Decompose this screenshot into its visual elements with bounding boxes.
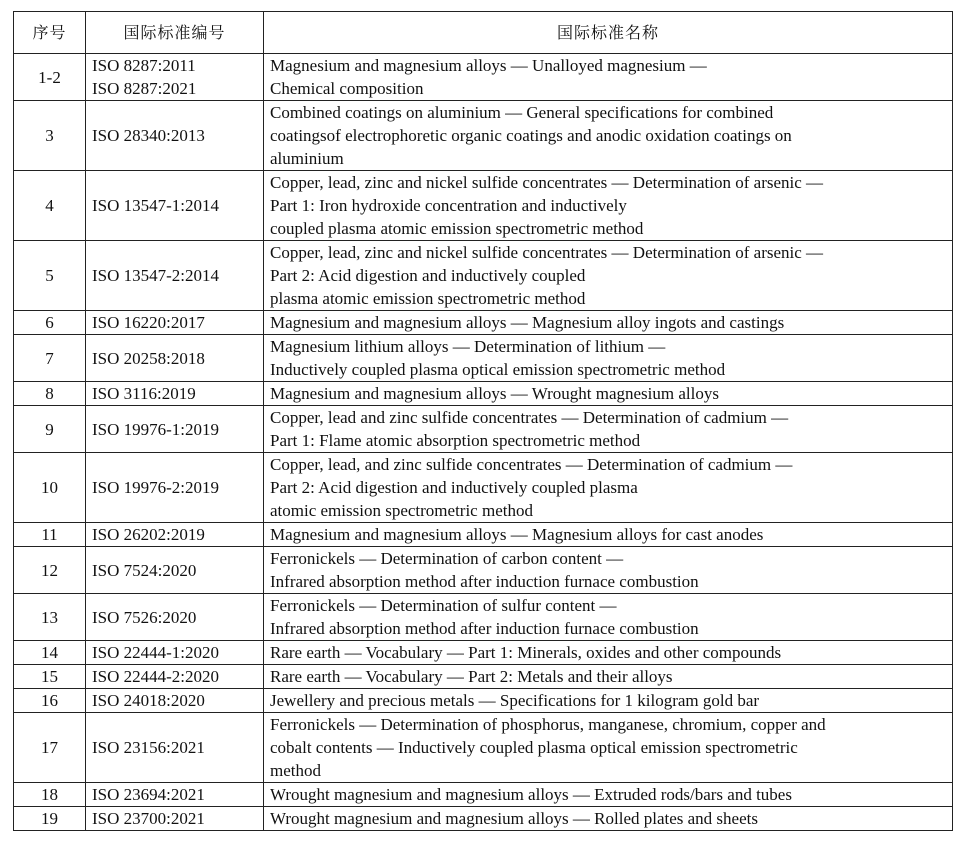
- row-seq: 18: [14, 783, 86, 807]
- row-standard-number: [86, 783, 264, 807]
- standard-number: ISO 28340:2013: [92, 126, 205, 145]
- table-row: [14, 54, 953, 101]
- row-seq: 13: [14, 594, 86, 641]
- standard-name-line: cobalt contents — Inductively coupled plasma optical emission spectrometric: [270, 738, 798, 757]
- row-standard-number: [86, 311, 264, 335]
- standard-name-line: Ferronickels — Determination of sulfur content —: [270, 596, 617, 615]
- row-standard-name: [264, 594, 953, 641]
- table-body: [14, 54, 953, 831]
- table-row: [14, 641, 953, 665]
- row-standard-name: [264, 689, 953, 713]
- row-seq: 11: [14, 523, 86, 547]
- standard-name-line: Magnesium and magnesium alloys — Magnesium alloy ingots and castings: [270, 313, 785, 332]
- row-standard-name: [264, 171, 953, 241]
- standard-name-line: Magnesium and magnesium alloys — Unalloyed magnesium —: [270, 56, 707, 75]
- row-standard-number: [86, 406, 264, 453]
- row-standard-name: [264, 335, 953, 382]
- table-row: [14, 689, 953, 713]
- standard-name-line: Combined coatings on aluminium — General specifications for combined: [270, 103, 774, 122]
- standard-number: ISO 19976-1:2019: [92, 419, 220, 439]
- standard-name-line: Infrared absorption method after induction furnace combustion: [270, 572, 699, 591]
- standard-number: ISO 22444-2:2020: [92, 667, 220, 686]
- standard-name-line: Part 1: Iron hydroxide concentration and inductively: [270, 196, 627, 215]
- table-row: [14, 453, 953, 523]
- standard-name-line: Ferronickels — Determination of phosphorus, manganese, chromium, copper and: [270, 715, 826, 734]
- table-row: [14, 171, 953, 241]
- standard-number: ISO 13547-1:2014: [92, 196, 220, 215]
- standard-name-line: Part 2: Acid digestion and inductively coupled: [270, 266, 586, 285]
- standard-number: ISO 7524:2020: [92, 560, 197, 580]
- row-seq: 12: [14, 547, 86, 594]
- standard-name-line: Part 1: Flame atomic absorption spectrometric method: [270, 431, 641, 450]
- table-row: [14, 101, 953, 171]
- row-standard-number: [86, 689, 264, 713]
- standard-name-line: plasma atomic emission spectrometric method: [270, 289, 586, 308]
- table-row: [14, 523, 953, 547]
- row-standard-number: [86, 382, 264, 406]
- standard-name-line: Magnesium and magnesium alloys — Magnesium alloys for cast anodes: [270, 525, 764, 544]
- table-row: [14, 406, 953, 453]
- standard-name-line: atomic emission spectrometric method: [270, 501, 533, 520]
- standard-number: ISO 3116:2019: [92, 384, 196, 403]
- header-number: 国际标准编号: [86, 12, 264, 54]
- row-seq: 7: [14, 335, 86, 382]
- standard-name-line: Chemical composition: [270, 79, 424, 98]
- standard-number: ISO 16220:2017: [92, 313, 205, 332]
- table-row: [14, 594, 953, 641]
- standards-table: [13, 11, 953, 831]
- standard-name-line: Copper, lead, zinc and nickel sulfide concentrates — Determination of arsenic —: [270, 173, 824, 192]
- standard-name-line: Infrared absorption method after induction furnace combustion: [270, 619, 699, 638]
- row-standard-number: [86, 713, 264, 783]
- table-row: [14, 713, 953, 783]
- standard-number: ISO 8287:2021: [92, 79, 197, 98]
- standard-name-line: aluminium: [270, 149, 344, 168]
- table-row: [14, 311, 953, 335]
- standard-name-line: Wrought magnesium and magnesium alloys — Extruded rods/bars and tubes: [270, 785, 792, 804]
- standard-name-line: Part 2: Acid digestion and inductively coupled plasma: [270, 478, 638, 497]
- row-standard-name: [264, 783, 953, 807]
- row-standard-name: [264, 54, 953, 101]
- row-seq: 3: [14, 101, 86, 171]
- standard-name-line: coupled plasma atomic emission spectrometric method: [270, 219, 644, 238]
- standard-name-line: Wrought magnesium and magnesium alloys — Rolled plates and sheets: [270, 809, 758, 828]
- standard-name-line: method: [270, 761, 321, 780]
- table-row: [14, 807, 953, 831]
- standard-number: ISO 23694:2021: [92, 785, 205, 804]
- row-seq: 8: [14, 382, 86, 406]
- row-standard-number: [86, 523, 264, 547]
- standard-name-line: Magnesium lithium alloys — Determination of lithium —: [270, 337, 666, 356]
- row-seq: 5: [14, 241, 86, 311]
- row-standard-name: [264, 101, 953, 171]
- standard-number: ISO 24018:2020: [92, 691, 205, 710]
- header-row: [14, 12, 953, 54]
- row-standard-name: [264, 807, 953, 831]
- row-standard-number: [86, 171, 264, 241]
- header-name: 国际标准名称: [264, 12, 953, 54]
- row-seq: 10: [14, 453, 86, 523]
- row-standard-number: [86, 807, 264, 831]
- standard-number: ISO 13547-2:2014: [92, 266, 220, 285]
- row-standard-name: [264, 665, 953, 689]
- standard-number: ISO 7526:2020: [92, 607, 197, 627]
- standard-number: ISO 23156:2021: [92, 738, 205, 757]
- row-standard-name: [264, 641, 953, 665]
- standard-number: ISO 23700:2021: [92, 809, 205, 828]
- row-seq: 15: [14, 665, 86, 689]
- row-standard-name: [264, 547, 953, 594]
- table-row: [14, 547, 953, 594]
- table-row: [14, 382, 953, 406]
- row-standard-name: [264, 311, 953, 335]
- row-standard-name: [264, 713, 953, 783]
- standard-number: ISO 19976-2:2019: [92, 478, 220, 497]
- row-seq: 6: [14, 311, 86, 335]
- row-standard-number: [86, 101, 264, 171]
- row-seq: 1-2: [14, 54, 86, 101]
- standard-name-line: Rare earth — Vocabulary — Part 1: Minerals, oxides and other compounds: [270, 643, 782, 662]
- row-standard-number: [86, 665, 264, 689]
- table-row: [14, 335, 953, 382]
- standard-number: ISO 26202:2019: [92, 525, 205, 544]
- row-seq: 4: [14, 171, 86, 241]
- row-standard-number: [86, 335, 264, 382]
- standard-name-line: Copper, lead, and zinc sulfide concentrates — Determination of cadmium —: [270, 455, 793, 474]
- standard-name-line: Copper, lead and zinc sulfide concentrates — Determination of cadmium —: [270, 408, 789, 427]
- standard-name-line: Copper, lead, zinc and nickel sulfide concentrates — Determination of arsenic —: [270, 243, 824, 262]
- row-standard-name: [264, 523, 953, 547]
- row-standard-number: [86, 547, 264, 594]
- row-standard-number: [86, 594, 264, 641]
- table-row: [14, 665, 953, 689]
- row-standard-name: [264, 406, 953, 453]
- row-standard-name: [264, 453, 953, 523]
- row-standard-name: [264, 241, 953, 311]
- table-row: [14, 241, 953, 311]
- header-seq: 序号: [14, 12, 86, 54]
- row-seq: 17: [14, 713, 86, 783]
- row-seq: 9: [14, 406, 86, 453]
- row-standard-number: [86, 54, 264, 101]
- row-standard-number: [86, 641, 264, 665]
- standard-name-line: Jewellery and precious metals — Specifications for 1 kilogram gold bar: [270, 691, 760, 710]
- standard-number: ISO 22444-1:2020: [92, 643, 220, 662]
- row-seq: 14: [14, 641, 86, 665]
- standard-name-line: Ferronickels — Determination of carbon content —: [270, 549, 624, 568]
- row-seq: 19: [14, 807, 86, 831]
- row-standard-name: [264, 382, 953, 406]
- standard-name-line: Rare earth — Vocabulary — Part 2: Metals and their alloys: [270, 667, 673, 686]
- standard-number: ISO 20258:2018: [92, 348, 205, 368]
- row-standard-number: [86, 241, 264, 311]
- row-seq: 16: [14, 689, 86, 713]
- row-standard-number: [86, 453, 264, 523]
- standard-name-line: Magnesium and magnesium alloys — Wrought magnesium alloys: [270, 384, 719, 403]
- standard-name-line: Inductively coupled plasma optical emission spectrometric method: [270, 360, 726, 379]
- standard-number: ISO 8287:2011: [92, 56, 196, 75]
- standard-name-line: coatingsof electrophoretic organic coatings and anodic oxidation coatings on: [270, 126, 792, 145]
- table-row: [14, 783, 953, 807]
